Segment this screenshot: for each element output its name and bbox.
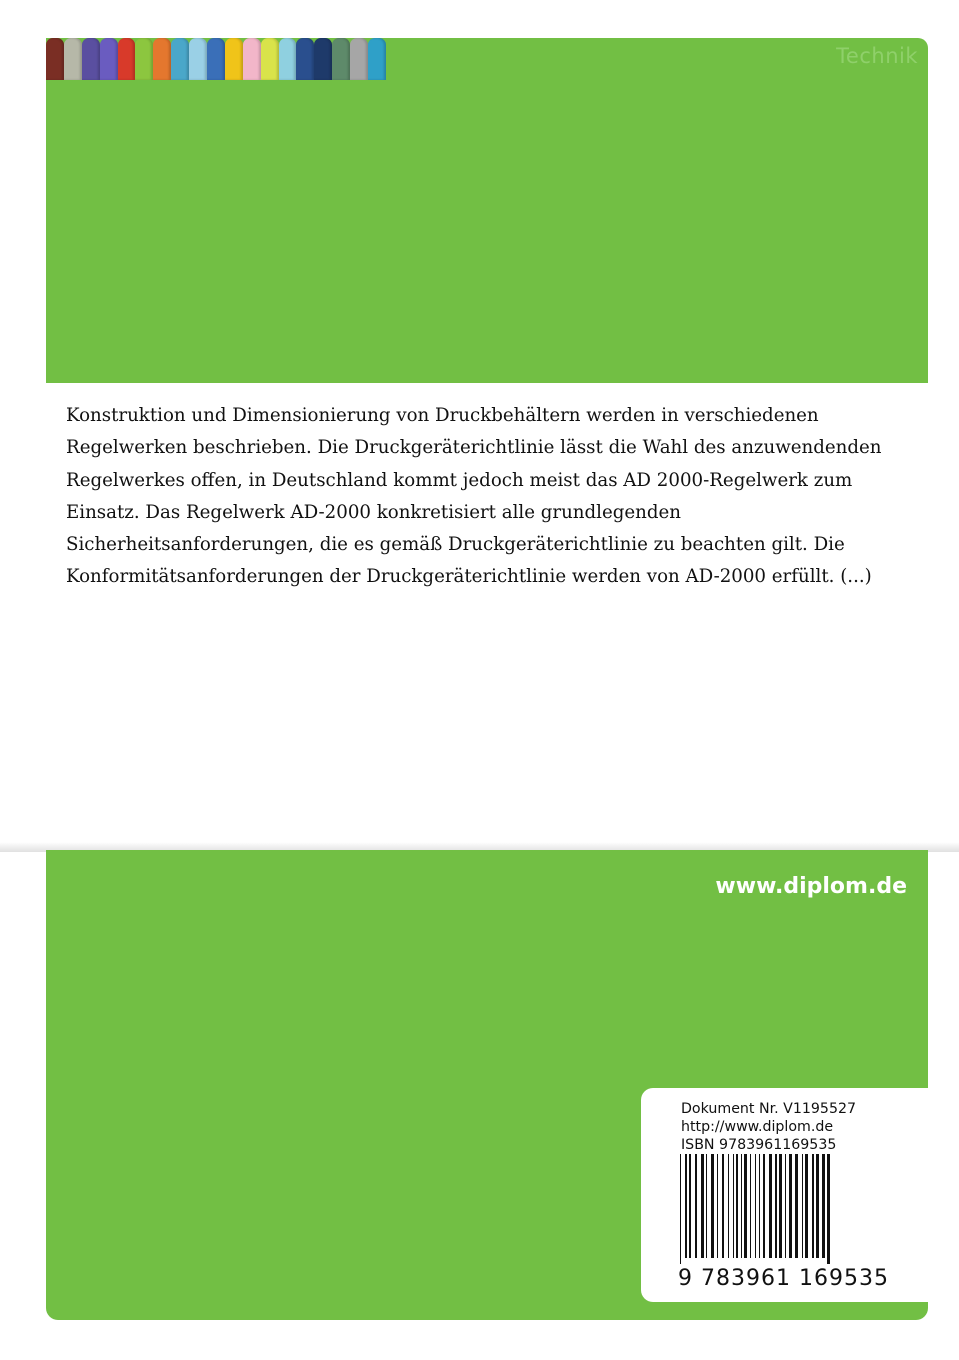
barcode-bar (816, 1154, 819, 1258)
book-description: Konstruktion und Dimensionierung von Druckbehältern werden in verschiedenen Regelwerken beschrieben. Die Druckgeräterichtlinie lässt die Wahl des anzuwendenden Regelwerkes offen, in Deutschland kommt jedoch meist das AD 2000-Regelwerk zum Einsatz. Das Regelwerk AD-2000 konkretisiert alle grundlegenden Sicherheitsanforderungen, die es gemäß Druckgeräterichtlinie zu beachten gilt. Die Konformitätsanforderungen der Druckgeräterichtlinie werden von AD-2000 erfüllt. (...) (66, 405, 882, 588)
barcode-bar (711, 1154, 714, 1258)
isbn-number: ISBN 9783961169535 (681, 1137, 837, 1153)
document-number: Dokument Nr. V1195527 (681, 1101, 857, 1117)
color-tab (64, 38, 82, 80)
color-tab (46, 38, 64, 80)
barcode-bar (701, 1154, 704, 1258)
barcode-bar (685, 1154, 687, 1258)
barcode-bar (733, 1154, 734, 1258)
color-tab (296, 38, 314, 80)
color-tab (261, 38, 279, 80)
color-tab (135, 38, 153, 80)
barcode-bar (812, 1154, 814, 1258)
barcode-bar (822, 1154, 825, 1258)
barcode-digits: 9 783961 169535 (678, 1266, 889, 1291)
color-tab (118, 38, 136, 80)
color-tab (82, 38, 100, 80)
barcode-bar (795, 1154, 798, 1258)
color-tab (350, 38, 368, 80)
color-tab (207, 38, 225, 80)
barcode-bar (755, 1154, 756, 1258)
barcode-bar (722, 1154, 724, 1258)
barcode-bar (741, 1154, 742, 1258)
barcode-bar (802, 1154, 803, 1258)
color-tab (189, 38, 207, 80)
barcode-icon (678, 1154, 902, 1264)
publisher-website[interactable]: www.diplom.de (715, 874, 907, 899)
barcode-bar (827, 1154, 830, 1264)
barcode-bar (680, 1154, 681, 1264)
color-tab (368, 38, 386, 80)
barcode-bar (689, 1154, 691, 1258)
barcode-box (641, 1088, 928, 1302)
color-tab (279, 38, 297, 80)
barcode-bar (750, 1154, 751, 1258)
barcode-bar (805, 1154, 808, 1258)
barcode-bar (695, 1154, 697, 1258)
barcode-bar (763, 1154, 765, 1258)
color-tab (225, 38, 243, 80)
color-tab (100, 38, 118, 80)
barcode-bar (717, 1154, 718, 1258)
document-url[interactable]: http://www.diplom.de (681, 1119, 834, 1135)
barcode-bar (789, 1154, 792, 1258)
barcode-bar (759, 1154, 760, 1258)
color-tab (314, 38, 332, 80)
color-tab-strip (46, 38, 386, 80)
color-tab (332, 38, 350, 80)
document-info (681, 1100, 856, 1154)
color-tab (171, 38, 189, 80)
barcode-bar (769, 1154, 772, 1258)
category-label: Technik (836, 44, 918, 68)
barcode-bar (736, 1154, 738, 1258)
barcode-bar (775, 1154, 777, 1258)
barcode-bar (785, 1154, 786, 1258)
barcode-bar (779, 1154, 782, 1258)
barcode-bar (706, 1154, 707, 1258)
top-cover-panel (46, 38, 928, 383)
barcode-bar (728, 1154, 729, 1258)
color-tab (153, 38, 171, 80)
barcode-bar (744, 1154, 747, 1258)
color-tab (243, 38, 261, 80)
